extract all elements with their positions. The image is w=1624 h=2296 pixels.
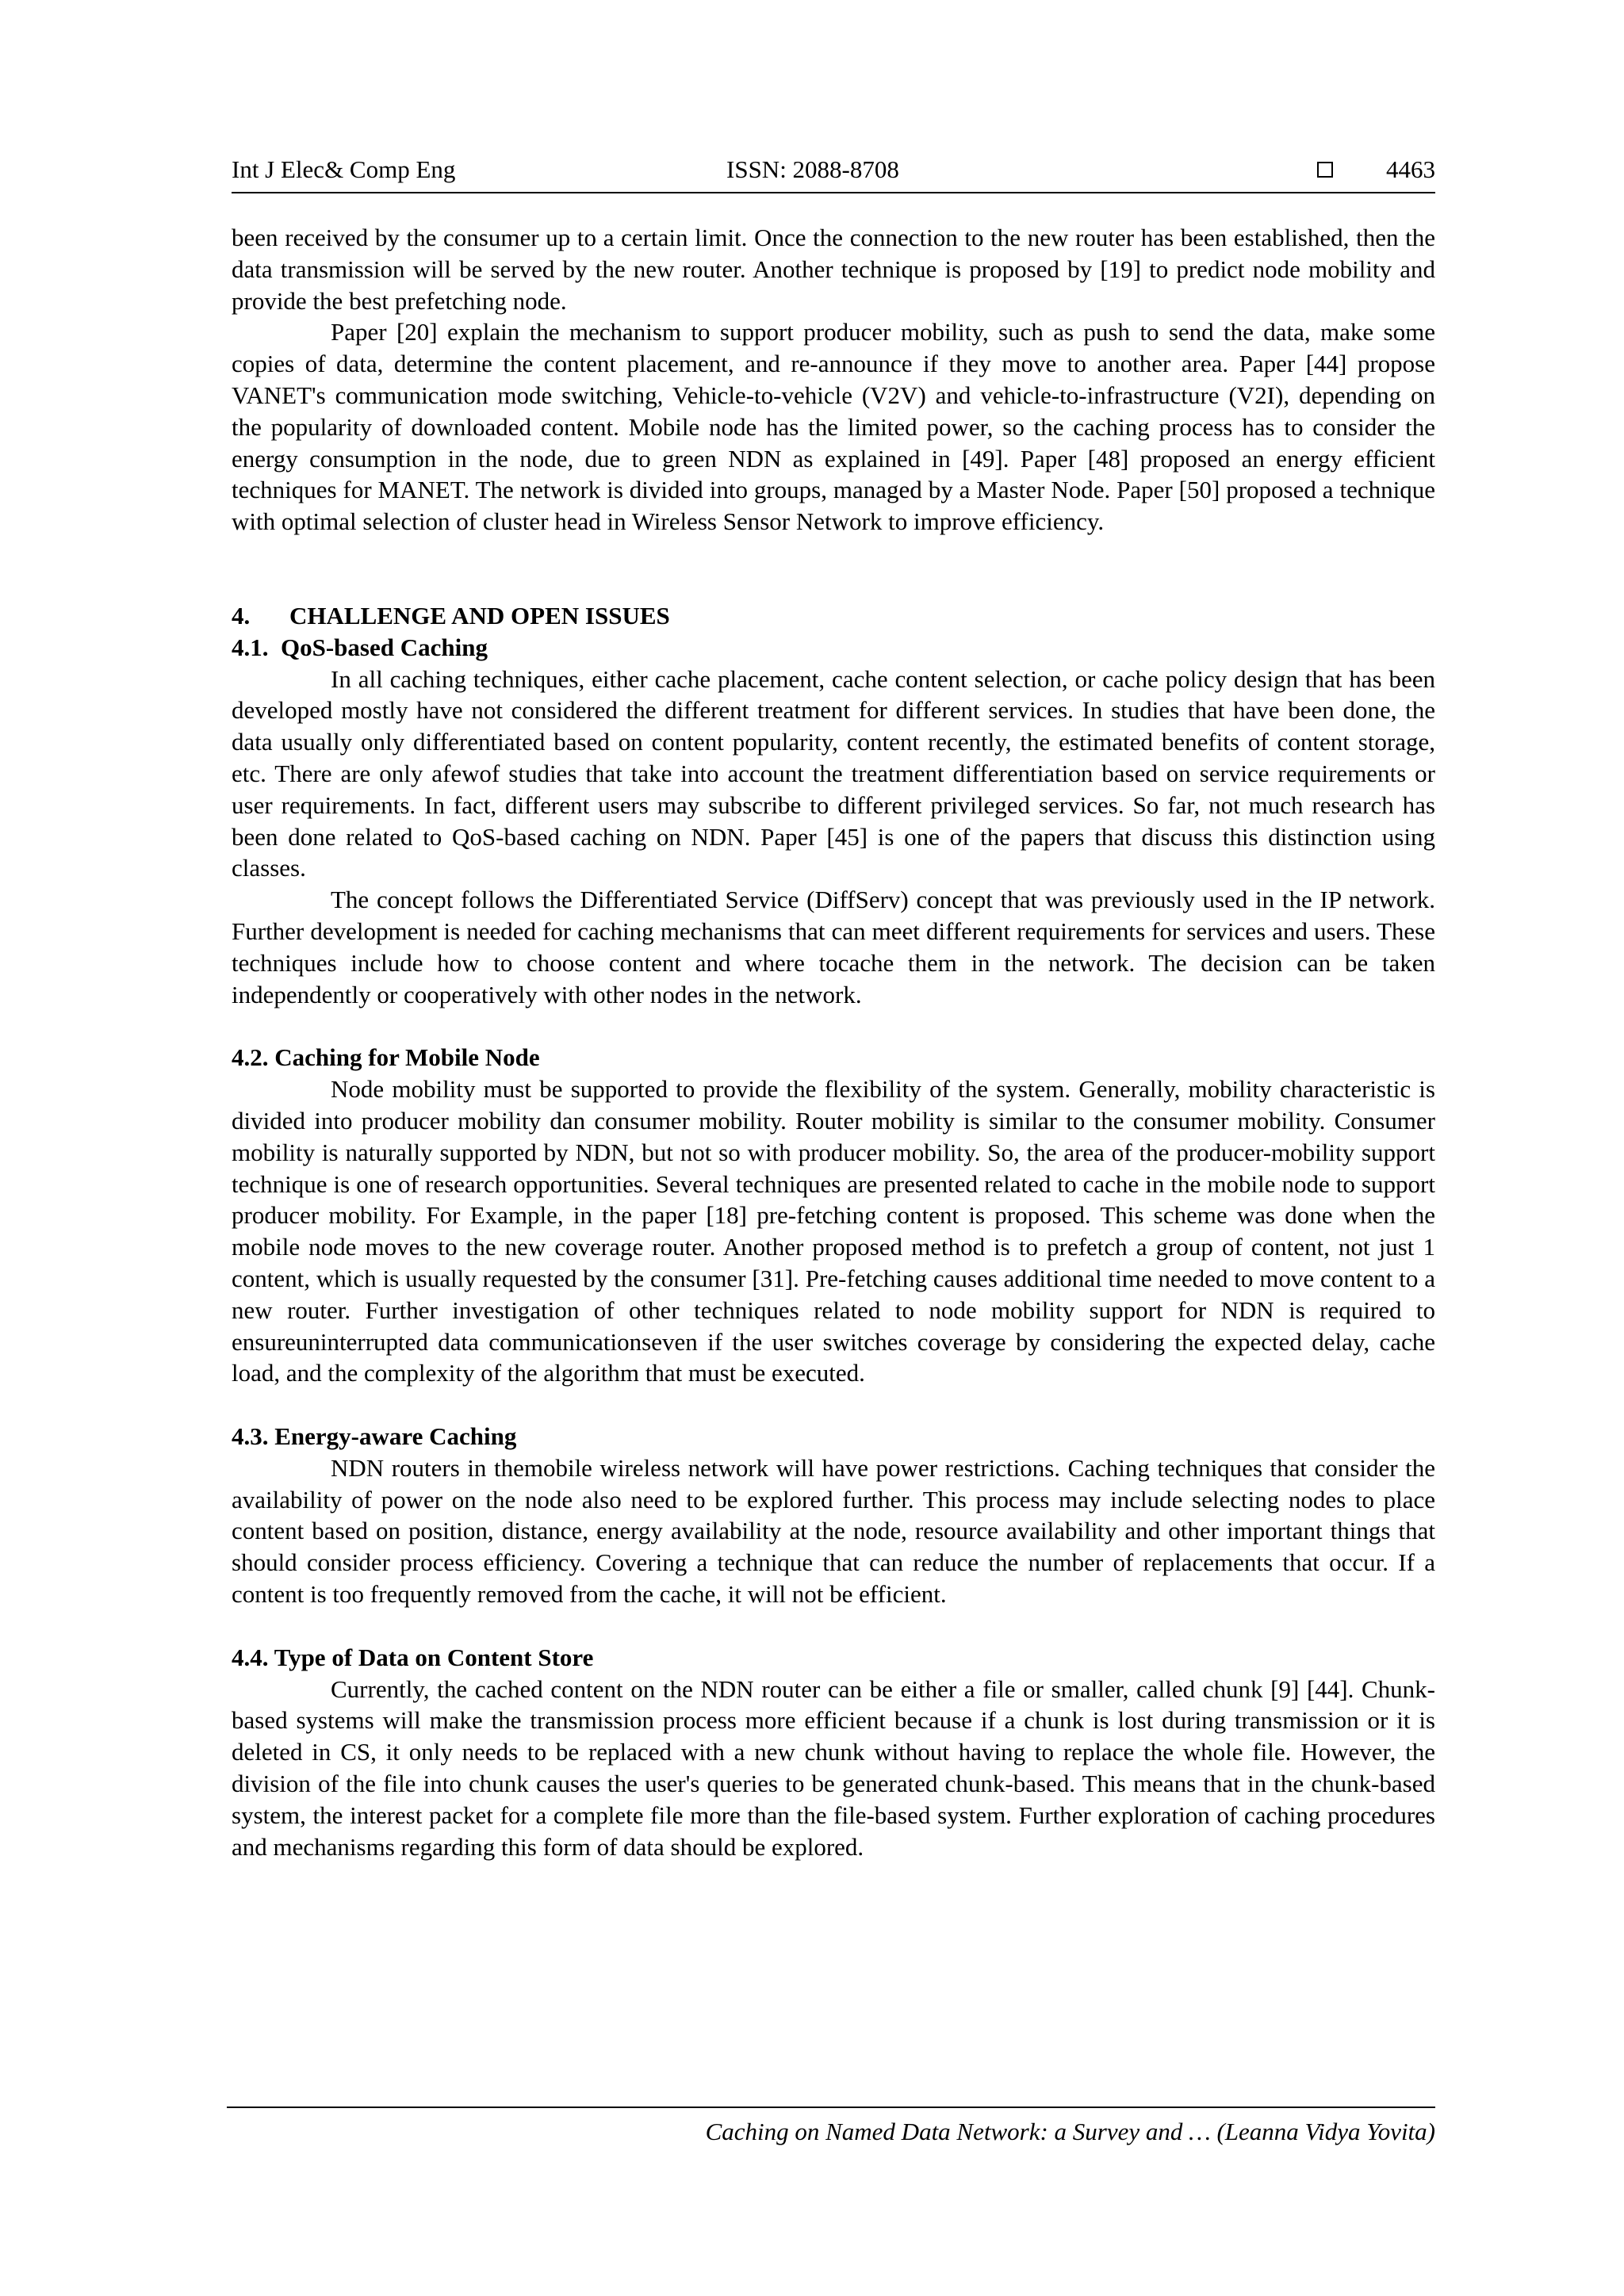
paragraph: Currently, the cached content on the NDN router can be either a file or smaller, called chunk [9] [44]. Chunk-based systems will make the transmission process more efficient because if a chunk is lost during transmission or it is deleted in CS, it only needs to be replaced with a new chunk without having to replace the whole file. However, the division of the file into chunk causes the user's queries to be generated chunk-based. This means that in the chunk-based system, the interest packet for a complete file more than the file-based system. Further exploration of caching procedures and mechanisms regarding this form of data should be explored. (232, 1674, 1435, 1861)
subsection-heading-4-1: 4.1. QoS-based Caching (232, 633, 488, 661)
paragraph-mobility: Paper [20] explain the mechanism to support producer mobility, such as push to send the data, make some copies of data, determine the content placement, and re-announce if they move to another area. Paper [44] propose VANET's communication mode switching, Vehicle-to-vehicle (V2V) and vehicle-to-infrastructure (V2I), depending on the popularity of downloaded content. Mobile node has the limited power, so the caching process has to consider the energy consumption in the node, due to green NDN as explained in [49]. Paper [48] proposed an energy efficient techniques for MANET. The network is divided into groups, managed by a Master Node. Paper [50] proposed a technique with optimal selection of cluster head in Wireless Sensor Network to improve efficiency. (232, 318, 1435, 536)
running-title: Caching on Named Data Network: a Survey and … (Leanna Vidya Yovita) (705, 2118, 1435, 2145)
subsection-heading-4-3: 4.3. Energy-aware Caching (232, 1422, 517, 1451)
issn: ISSN: 2088-8708 (726, 155, 899, 183)
journal-name: Int J Elec& Comp Eng (232, 155, 456, 183)
page-header (232, 154, 1435, 193)
subsection-heading-4-2: 4.2. Caching for Mobile Node (232, 1043, 540, 1072)
section-heading-4 (232, 600, 1435, 632)
section-title: CHALLENGE AND OPEN ISSUES (289, 601, 670, 629)
section-number: 4. (232, 601, 251, 629)
subsection-heading-4-4: 4.4. Type of Data on Content Store (232, 1643, 594, 1671)
paragraph-continued: been received by the consumer up to a certain limit. Once the connection to the new router has been established, then the data transmission will be served by the new router. Another technique is proposed by [19] to predict node mobility and provide the best prefetching node. (232, 224, 1435, 315)
paragraph: In all caching techniques, either cache placement, cache content selection, or cache policy design that has been developed mostly have not considered the different treatment for different services. In studies that have been done, the data usually only differentiated based on content popularity, content recently, the estimated benefits of content storage, etc. There are only afewof studies that take into account the treatment differentiation based on service requirements or user requirements. In fact, different users may subscribe to different privileged services. So far, not much research has been done related to QoS-based caching on NDN. Paper [45] is one of the papers that discuss this distinction using classes. (232, 664, 1435, 882)
paragraph: The concept follows the Differentiated Service (DiffServ) concept that was previously used in the IP network. Further development is needed for caching mechanisms that can meet different requirements for services and users. These techniques include how to choose content and where tocache them in the network. The decision can be taken independently or cooperatively with other nodes in the network. (232, 886, 1435, 1008)
paragraph: Node mobility must be supported to provide the flexibility of the system. Generally, mobility characteristic is divided into producer mobility dan consumer mobility. Router mobility is similar to the consumer mobility. Consumer mobility is naturally supported by NDN, but not so with producer mobility. So, the area of the producer-mobility support technique is one of research opportunities. Several techniques are presented related to cache in the mobile node to support producer mobility. For Example, in the paper [18] pre-fetching content is proposed. This scheme was done when the mobile node moves to the new coverage router. Another proposed method is to prefetch a group of content, not just 1 content, which is usually requested by the consumer [31]. Pre-fetching causes additional time needed to move content to a new router. Further investigation of other techniques related to node mobility support for NDN is required to ensureuninterrupted data communicationseven if the user switches coverage by considering the expected delay, cache load, and the complexity of the algorithm that must be executed. (232, 1075, 1435, 1387)
page-footer (227, 2107, 1435, 2145)
paragraph: NDN routers in themobile wireless network will have power restrictions. Caching techniques that consider the availability of power on the node also need to be explored further. This process may include selecting nodes to place content based on position, distance, energy availability at the node, resource availability and other important things that should consider process efficiency. Covering a technique that can reduce the number of replacements that occur. If a content is too frequently removed from the cache, it will not be efficient. (232, 1453, 1435, 1609)
page-number: 4463 (1386, 155, 1435, 183)
page-body (232, 222, 1435, 1862)
hollow-square-icon (1317, 162, 1333, 178)
